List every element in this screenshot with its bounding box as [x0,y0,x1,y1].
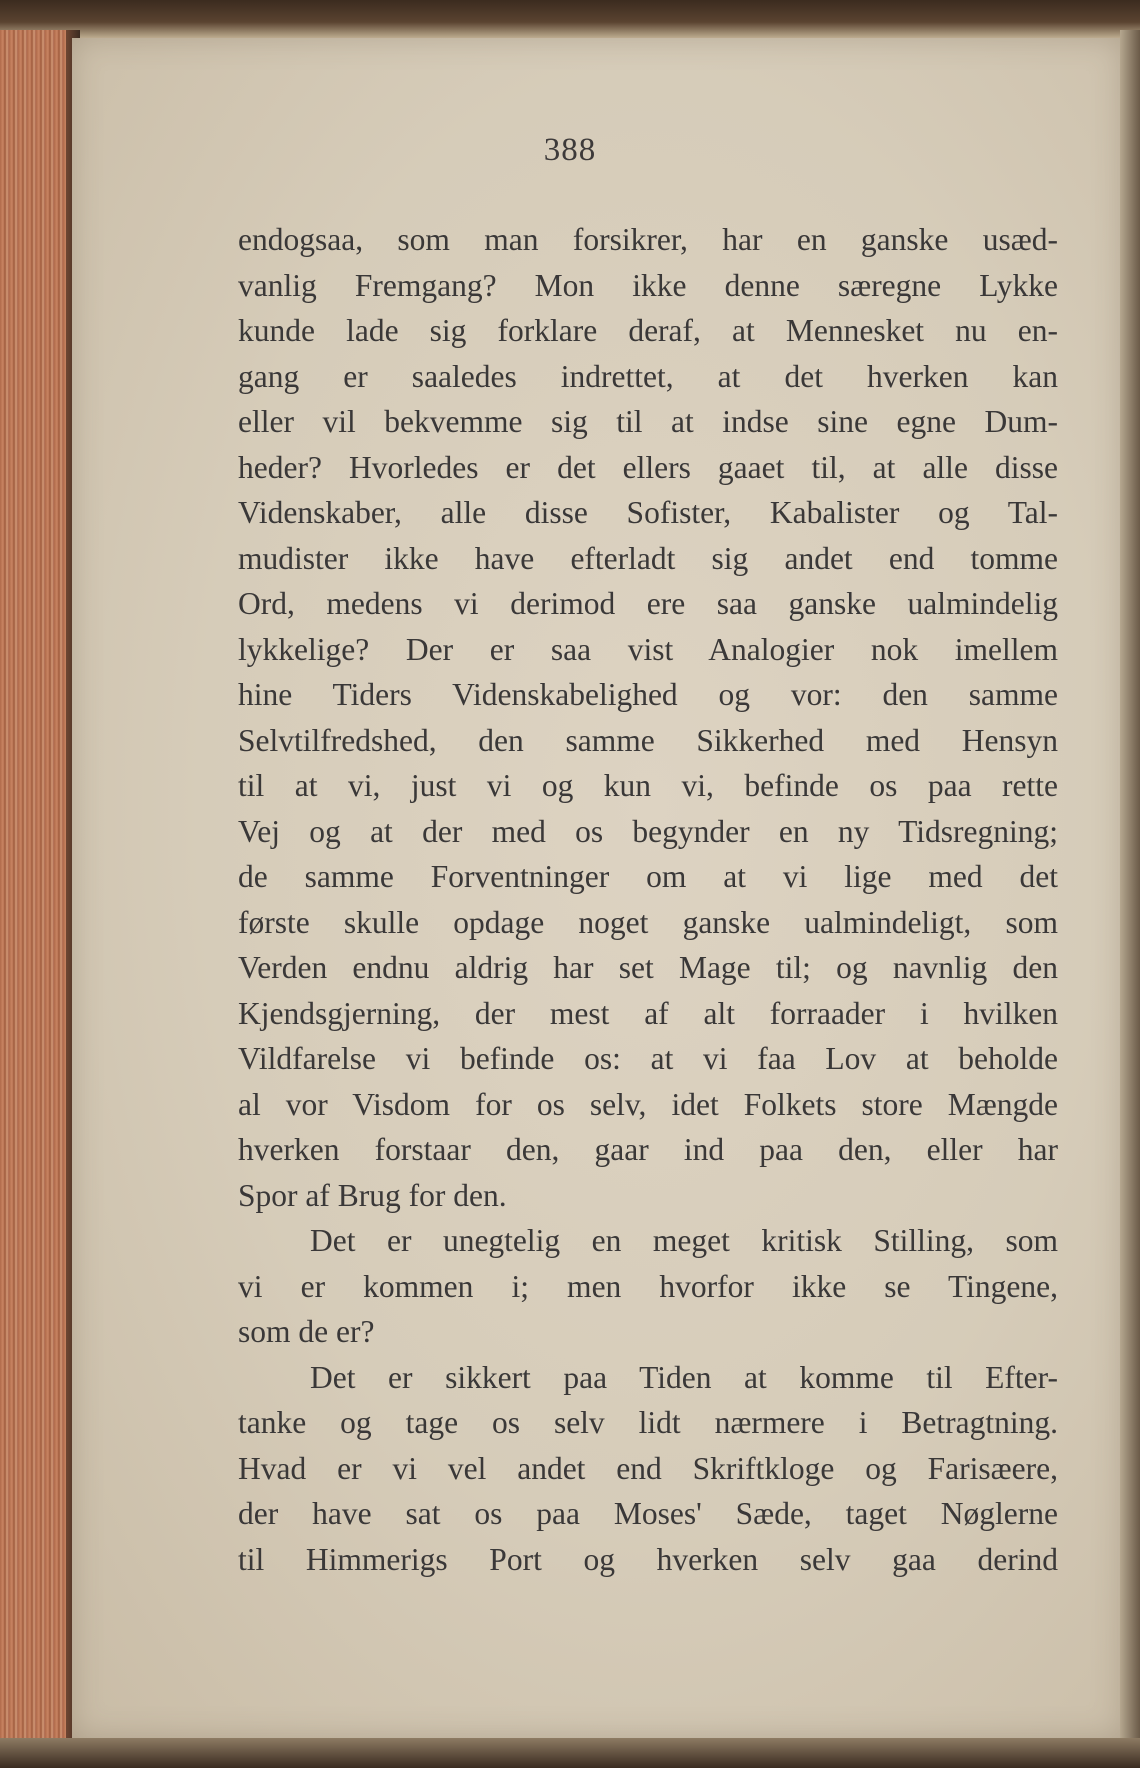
text-line: Kjendsgjerning, der mest af alt forraader i hvilken [238,995,1058,1031]
text-line: Videnskaber, alle disse Sofister, Kabalister og Tal- [238,495,1058,530]
text-line: Ord, medens vi derimod ere saa ganske ualmindelig [238,586,1058,621]
body-text [238,217,1058,1582]
text-line: første skulle opdage noget ganske ualmindeligt, som [238,904,1058,940]
text-line: Vildfarelse vi befinde os: at vi faa Lov at beholde [238,1041,1058,1076]
scan-bottom-border [0,1738,1140,1768]
text-line: Det er sikkert paa Tiden at komme til Efter- [310,1359,1058,1395]
text-line: kunde lade sig forklare deraf, at Mennesket nu en- [238,313,1058,348]
text-line: lykkelige? Der er saa vist Analogier nok imellem [238,631,1058,667]
page-number: 388 [543,132,597,168]
text-line: Vej og at der med os begynder en ny Tidsregning; [238,813,1058,849]
text-line: hverken forstaar den, gaar ind paa den, eller har [238,1132,1058,1167]
text-line: hine Tiders Videnskabelighed og vor: den samme [238,677,1058,712]
text-line: til at vi, just vi og kun vi, befinde os paa rette [238,768,1058,803]
text-line: Det er unegtelig en meget kritisk Stilling, som [310,1223,1058,1258]
text-line: Hvad er vi vel andet end Skriftkloge og Farisæere, [238,1450,1058,1486]
text-line: som de er? [238,1314,375,1349]
text-line: til Himmerigs Port og hverken selv gaa derind [238,1541,1058,1577]
text-line: mudister ikke have efterladt sig andet end tomme [238,540,1058,576]
text-line: der have sat os paa Moses' Sæde, taget Nøglerne [238,1496,1058,1531]
text-line: Verden endnu aldrig har set Mage til; og navnlig den [238,950,1058,985]
text-line: eller vil bekvemme sig til at indse sine egne Dum- [238,404,1058,439]
text-line: al vor Visdom for os selv, idet Folkets store Mængde [238,1086,1058,1122]
text-line: de samme Forventninger om at vi lige med det [238,859,1058,894]
book-page-edges [0,30,80,1768]
text-line: tanke og tage os selv lidt nærmere i Betragtning. [238,1405,1058,1440]
text-line: Selvtilfredshed, den samme Sikkerhed med Hensyn [238,722,1058,758]
scan-right-border [1120,30,1140,1768]
text-line: endogsaa, som man forsikrer, har en ganske usæd- [238,222,1058,257]
text-line: vi er kommen i; men hvorfor ikke se Tingene, [238,1268,1058,1304]
text-line: Spor af Brug for den. [238,1177,507,1213]
text-line: heder? Hvorledes er det ellers gaaet til, at alle disse [238,449,1058,485]
scan-top-border [0,0,1140,40]
text-line: vanlig Fremgang? Mon ikke denne særegne Lykke [238,267,1058,303]
text-line: gang er saaledes indrettet, at det hverken kan [238,358,1058,394]
